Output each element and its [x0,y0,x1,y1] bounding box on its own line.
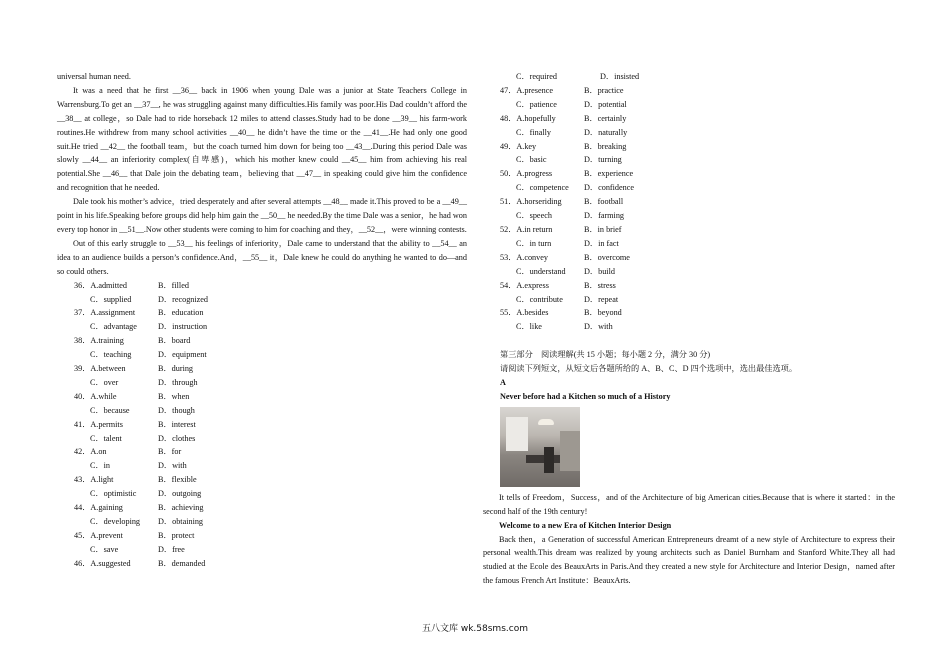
option: D．insisted [600,72,640,81]
option: 45．A.prevent [74,530,123,540]
option: C．understand [516,266,566,276]
option: B．during [158,364,194,374]
option: B．certainly [584,113,627,123]
option: 48．A.hopefully [500,113,556,123]
passage-paragraph: Dale took his mother’s advice，tried desperately and after several attempts __48__ made it.This proved to be a __49__ point in his life.Speaking before groups did help him gain the __50__ he needed.By the time Dale was a senior，he had won every top honor in __51__.Now other students were coming to him for coaching and they，__52__，were winning contests. [57,197,467,234]
question-row [483,140,895,154]
option: B．stress [584,280,616,290]
passage-paragraph: It tells of Freedom，Success，and of the Architecture of big American cities.Because that is where it started：in the second half of the 19th century! [483,492,895,516]
question-row [57,473,467,487]
option: C．finally [516,127,552,137]
passage-paragraph: Out of this early struggle to __53__ his feelings of inferiority，Dale came to understand that the ability to __54__ an idea to an audience builds a person’s confidence.And，__55__ it，Dale knew he could do anything he wanted to do—and so could others. [57,238,467,276]
options-row [57,376,467,390]
option: B．experience [584,169,634,179]
question-row [483,251,895,265]
question-list [57,279,467,571]
passage-title: Never before had a Kitchen so much of a History [500,391,671,401]
options-row [483,265,895,279]
passage-label: A [500,378,506,388]
option: D．outgoing [158,489,202,499]
option: 55．A.besides [500,308,549,318]
option: D．in fact [584,238,619,248]
option: D．equipment [158,350,207,360]
option: C．because [90,405,130,415]
question-row [483,112,895,126]
option: B．flexible [158,475,197,485]
option: C．competence [516,183,569,193]
option: C．contribute [516,294,563,304]
option: B．breaking [584,141,627,151]
options-row [57,404,467,418]
option: 47．A.presence [500,85,553,95]
options-row [483,98,895,112]
options-row [57,432,467,446]
passage-paragraph: It was a need that he first __36__ back in 1906 when young Dale was a junior at State Teachers College in Warrensburg.To get an __37__, he was struggling against many difficulties.His family was poor.His Dad couldn’t afford the __38__ at college，so Dale had to ride horseback 12 miles to attend classes.Study had to be done __39__ his farm-work routines.He withdrew from many school activities __40__ he didn’t have the time or the __41__.He had only one good suit.He tried __42__ the football team，but the coach turned him down for being too __43__.During this period Dale was slowly __44__ an inferiority complex(自卑感)，which his mother knew could __45__ him from achieving his real potential.She __46__ that Dale join the debating team，believing that __47__ in speaking could give him the confidence and recognition that he needed. [57,85,467,193]
option: 53．A.convey [500,252,548,262]
option: C．in [90,461,111,471]
option: D．build [584,266,615,276]
option: C．required [516,72,557,81]
option: C．save [90,544,119,554]
option: D．repeat [584,294,619,304]
option: 37．A.assignment [74,308,136,318]
question-row [483,223,895,237]
option: D．naturally [584,127,628,137]
option: D．free [158,544,185,554]
option: 46．A.suggested [74,558,131,568]
question-row [57,334,467,348]
option: 41．A.permits [74,419,123,429]
question-row [57,390,467,404]
option: 38．A.training [74,336,124,346]
options-row [57,293,467,307]
option: D．through [158,377,198,387]
question-row [483,306,895,320]
question-row [57,557,467,571]
option: D．farming [584,211,625,221]
section-instruction: 请阅读下列短文，从短文后各题所给的 A、B、C、D 四个选项中，选出最佳选项。 [500,364,798,374]
option: 44．A.gaining [74,503,123,513]
option: 36．A.admitted [74,280,127,290]
option: D．instruction [158,322,208,332]
options-row [483,181,895,195]
option: 42．A.on [74,447,107,457]
option: D．with [158,461,187,471]
option: B．overcome [584,252,630,262]
kitchen-photo [500,407,580,487]
option: C．teaching [90,350,132,360]
passage-paragraph: universal human need. [57,72,131,81]
options-row [57,459,467,473]
option: C．in turn [516,238,552,248]
option: C．over [90,377,119,387]
option: B．protect [158,530,195,540]
options-row [483,126,895,140]
question-row [57,501,467,515]
option: B．when [158,391,190,401]
option: B．practice [584,85,624,95]
left-column [57,70,467,571]
option: D．clothes [158,433,196,443]
option: 39．A.between [74,364,126,374]
question-row [57,362,467,376]
option: C．developing [90,517,141,526]
option: 50．A.progress [500,169,553,179]
options-row [483,153,895,167]
question-row [57,306,467,320]
option: C．basic [516,155,547,165]
section-heading: 第三部分 阅读理解(共 15 小题；每小题 2 分，满分 30 分) [500,350,711,360]
question-row [57,445,467,459]
options-row [483,209,895,223]
question-row [483,167,895,181]
options-row [57,515,467,529]
option: B．football [584,197,624,207]
footer-watermark: 五八文库 wk.58sms.com [422,624,528,634]
passage-subtitle: Welcome to a new Era of Kitchen Interior Design [499,520,672,530]
option: C．optimistic [90,489,137,499]
options-row [483,70,895,84]
option: C．speech [516,211,552,221]
options-row [57,543,467,557]
question-row [57,418,467,432]
option: 51．A.horseriding [500,197,562,207]
right-column [483,70,895,588]
option: D．recognized [158,294,209,304]
question-row [57,529,467,543]
option: D．potential [584,99,627,109]
option: B．beyond [584,308,622,318]
option: B．education [158,308,204,318]
option: C．patience [516,99,557,109]
options-row [483,293,895,307]
options-row [483,320,895,334]
option: B．achieving [158,503,204,513]
option: D．turning [584,155,622,165]
options-row [57,487,467,501]
option: C．advantage [90,322,137,332]
option: 52．A.in return [500,224,553,234]
passage-paragraph: Back then，a Generation of successful American Entrepreneurs dreamt of a new style of Architecture to express their personal wealth.This dream was realized by young architects such as Daniel Burnham and Stanford White.They all had studied at the Ecole des BeauxArts in Paris.And they created a new style for Architecture and Interior Design，named after the famous French Art Institute：BeauxArts. [483,534,895,586]
options-row [57,320,467,334]
option: 40．A.while [74,391,117,401]
option: B．for [158,447,182,457]
option: B．filled [158,280,189,290]
option: D．though [158,405,195,415]
option: B．board [158,336,191,346]
option: C．supplied [90,294,132,304]
option: B．in brief [584,224,622,234]
options-row [483,237,895,251]
option: C．talent [90,433,122,443]
option: 49．A.key [500,141,537,151]
options-row [57,348,467,362]
question-row [483,195,895,209]
option: B．interest [158,419,196,429]
option: D．with [584,322,613,332]
option: B．demanded [158,558,206,568]
option: D．obtaining [158,517,204,526]
option: 43．A.light [74,475,114,485]
question-row [483,279,895,293]
question-row [483,84,895,98]
question-row [57,279,467,293]
option: C．like [516,322,542,332]
option: D．confidence [584,183,635,193]
option: 54．A.express [500,280,549,290]
question-list [483,84,895,334]
